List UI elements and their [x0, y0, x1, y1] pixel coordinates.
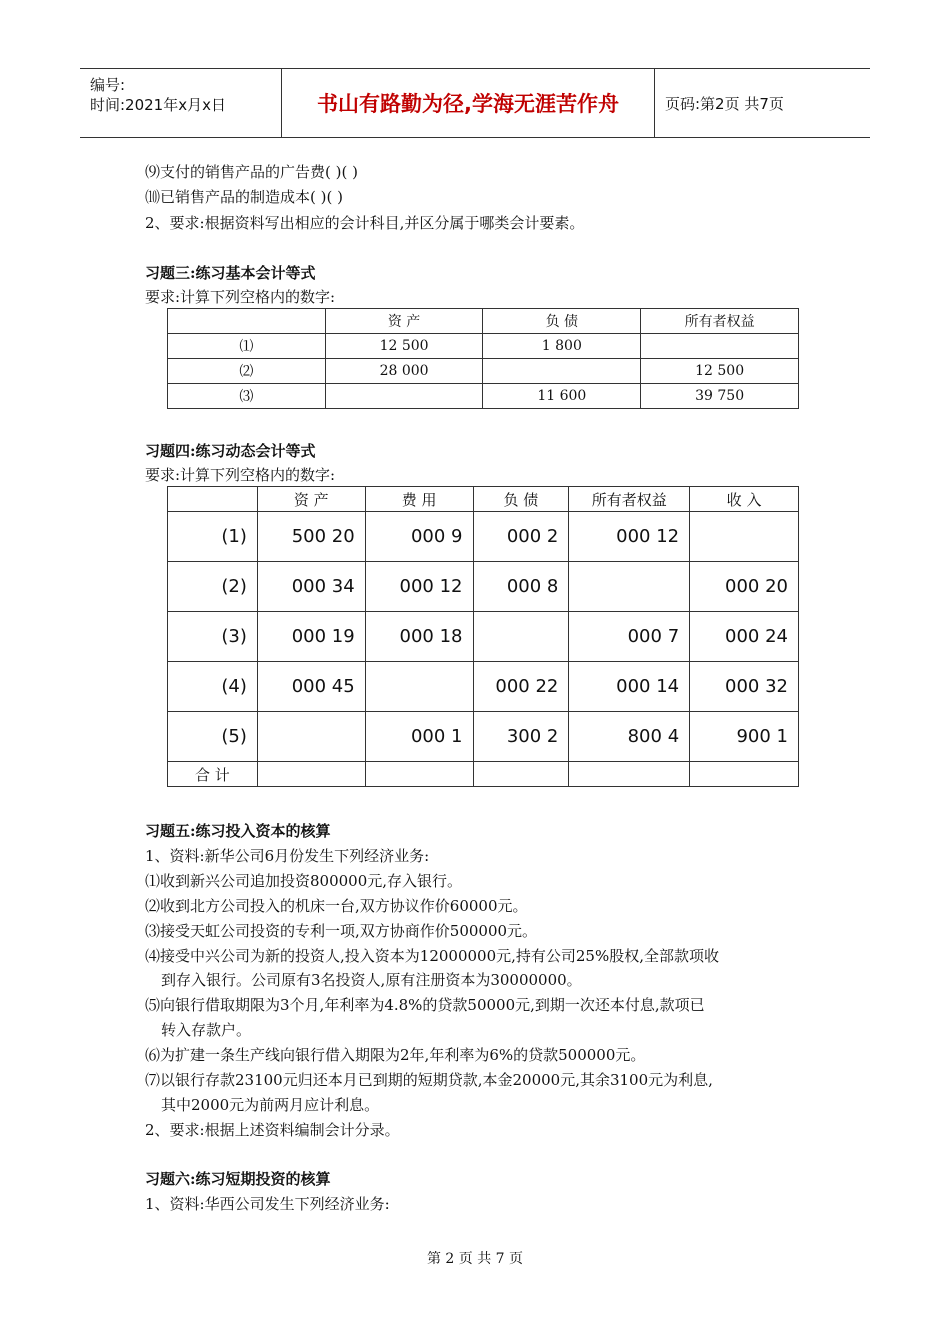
- header-cell: 资 产: [325, 309, 483, 334]
- list-item-continued: 转入存款户。: [161, 1021, 252, 1039]
- ex4-title: 习题四:练习动态会计等式: [145, 442, 316, 460]
- row-label: (2): [168, 562, 258, 612]
- table-cell: 000 32: [690, 662, 799, 712]
- table-cell: 000 8: [473, 562, 569, 612]
- table-cell: 000 14: [569, 662, 690, 712]
- table-cell: [365, 762, 473, 787]
- table-cell: 000 12: [365, 562, 473, 612]
- row-label: (3): [168, 612, 258, 662]
- table-cell: 000 18: [365, 612, 473, 662]
- table-cell: [569, 562, 690, 612]
- table-cell: 39 750: [641, 384, 799, 409]
- table-cell: 000 1: [365, 712, 473, 762]
- table-header-row: [168, 309, 799, 334]
- ex5-requirement: 2、要求:根据上述资料编制会计分录。: [145, 1121, 400, 1139]
- header-page-label: 页码:第2页 共7页: [665, 94, 784, 113]
- ex5-title: 习题五:练习投入资本的核算: [145, 822, 331, 840]
- table-cell: [690, 512, 799, 562]
- header-cell: 所有者权益: [641, 309, 799, 334]
- intro-line: 2、要求:根据资料写出相应的会计科目,并区分属于哪类会计要素。: [145, 214, 585, 232]
- table-cell: [325, 384, 483, 409]
- header-cell: 所有者权益: [569, 487, 690, 512]
- table-cell: 1 800: [483, 334, 641, 359]
- table-cell: [690, 762, 799, 787]
- table-cell: 800 4: [569, 712, 690, 762]
- list-item-continued: 到存入银行。公司原有3名投资人,原有注册资本为30000000。: [161, 971, 582, 989]
- row-label: (5): [168, 712, 258, 762]
- page-footer: 第 2 页 共 7 页: [426, 1251, 524, 1267]
- list-item: ⑴收到新兴公司追加投资800000元,存入银行。: [145, 872, 463, 890]
- table-cell: 000 12: [569, 512, 690, 562]
- header-cell: 负 债: [483, 309, 641, 334]
- table-total-row: [168, 762, 799, 787]
- ex3-table: [167, 308, 799, 409]
- header-cell: 费 用: [365, 487, 473, 512]
- table-cell: 000 2: [473, 512, 569, 562]
- table-cell: 300 2: [473, 712, 569, 762]
- ex6-title: 习题六:练习短期投资的核算: [145, 1170, 331, 1188]
- table-cell: [473, 612, 569, 662]
- total-label: 合 计: [168, 762, 258, 787]
- ex4-table: [167, 486, 799, 787]
- table-cell: 000 7: [569, 612, 690, 662]
- table-cell: 12 500: [325, 334, 483, 359]
- table-cell: [641, 334, 799, 359]
- table-cell: 000 45: [257, 662, 365, 712]
- table-cell: 000 9: [365, 512, 473, 562]
- table-row: [168, 612, 799, 662]
- table-cell: [257, 762, 365, 787]
- row-label: (4): [168, 662, 258, 712]
- ex6-source: 1、资料:华西公司发生下列经济业务:: [145, 1195, 390, 1213]
- header-cell: [168, 487, 258, 512]
- header-cell: 负 债: [473, 487, 569, 512]
- table-row: [168, 359, 799, 384]
- list-item: ⑶接受天虹公司投资的专利一项,双方协商作价500000元。: [145, 922, 538, 940]
- intro-line: ⑼支付的销售产品的广告费( )( ): [145, 163, 358, 181]
- table-cell: 000 24: [690, 612, 799, 662]
- row-label: ⑴: [168, 334, 326, 359]
- header-meta: [80, 69, 282, 137]
- table-cell: 000 22: [473, 662, 569, 712]
- table-cell: 000 19: [257, 612, 365, 662]
- date-label: 时间:2021年x月x日: [90, 96, 226, 114]
- table-cell: [569, 762, 690, 787]
- table-cell: 12 500: [641, 359, 799, 384]
- table-cell: 11 600: [483, 384, 641, 409]
- table-header-row: [168, 487, 799, 512]
- table-row: [168, 712, 799, 762]
- table-row: [168, 334, 799, 359]
- list-item: ⑺以银行存款23100元归还本月已到期的短期贷款,本金20000元,其余3100元为利息,: [145, 1071, 713, 1089]
- table-row: [168, 662, 799, 712]
- table-cell: [257, 712, 365, 762]
- table-cell: [473, 762, 569, 787]
- list-item: ⑸向银行借取期限为3个月,年利率为4.8%的贷款50000元,到期一次还本付息,款项已: [145, 996, 705, 1014]
- table-row: [168, 562, 799, 612]
- table-cell: 000 34: [257, 562, 365, 612]
- list-item: ⑵收到北方公司投入的机床一台,双方协议作价60000元。: [145, 897, 528, 915]
- table-cell: [483, 359, 641, 384]
- table-cell: 500 20: [257, 512, 365, 562]
- table-cell: 28 000: [325, 359, 483, 384]
- table-row: [168, 512, 799, 562]
- page-header: [80, 68, 870, 138]
- table-cell: 000 20: [690, 562, 799, 612]
- code-label: 编号:: [90, 76, 126, 94]
- header-motto: 书山有路勤为径,学海无涯苦作舟: [282, 69, 655, 137]
- row-label: ⑶: [168, 384, 326, 409]
- list-item: ⑷接受中兴公司为新的投资人,投入资本为12000000元,持有公司25%股权,全部款项收: [145, 947, 719, 965]
- row-label: (1): [168, 512, 258, 562]
- table-row: [168, 384, 799, 409]
- row-label: ⑵: [168, 359, 326, 384]
- list-item-continued: 其中2000元为前两月应计利息。: [161, 1096, 380, 1114]
- header-cell: [168, 309, 326, 334]
- ex3-title: 习题三:练习基本会计等式: [145, 264, 316, 282]
- ex5-source: 1、资料:新华公司6月份发生下列经济业务:: [145, 847, 430, 865]
- header-cell: 资 产: [257, 487, 365, 512]
- list-item: ⑹为扩建一条生产线向银行借入期限为2年,年利率为6%的贷款500000元。: [145, 1046, 646, 1064]
- ex3-requirement: 要求:计算下列空格内的数字:: [145, 288, 336, 306]
- table-cell: [365, 662, 473, 712]
- table-cell: 900 1: [690, 712, 799, 762]
- ex4-requirement: 要求:计算下列空格内的数字:: [145, 466, 336, 484]
- intro-line: ⑽已销售产品的制造成本( )( ): [145, 188, 343, 206]
- header-cell: 收 入: [690, 487, 799, 512]
